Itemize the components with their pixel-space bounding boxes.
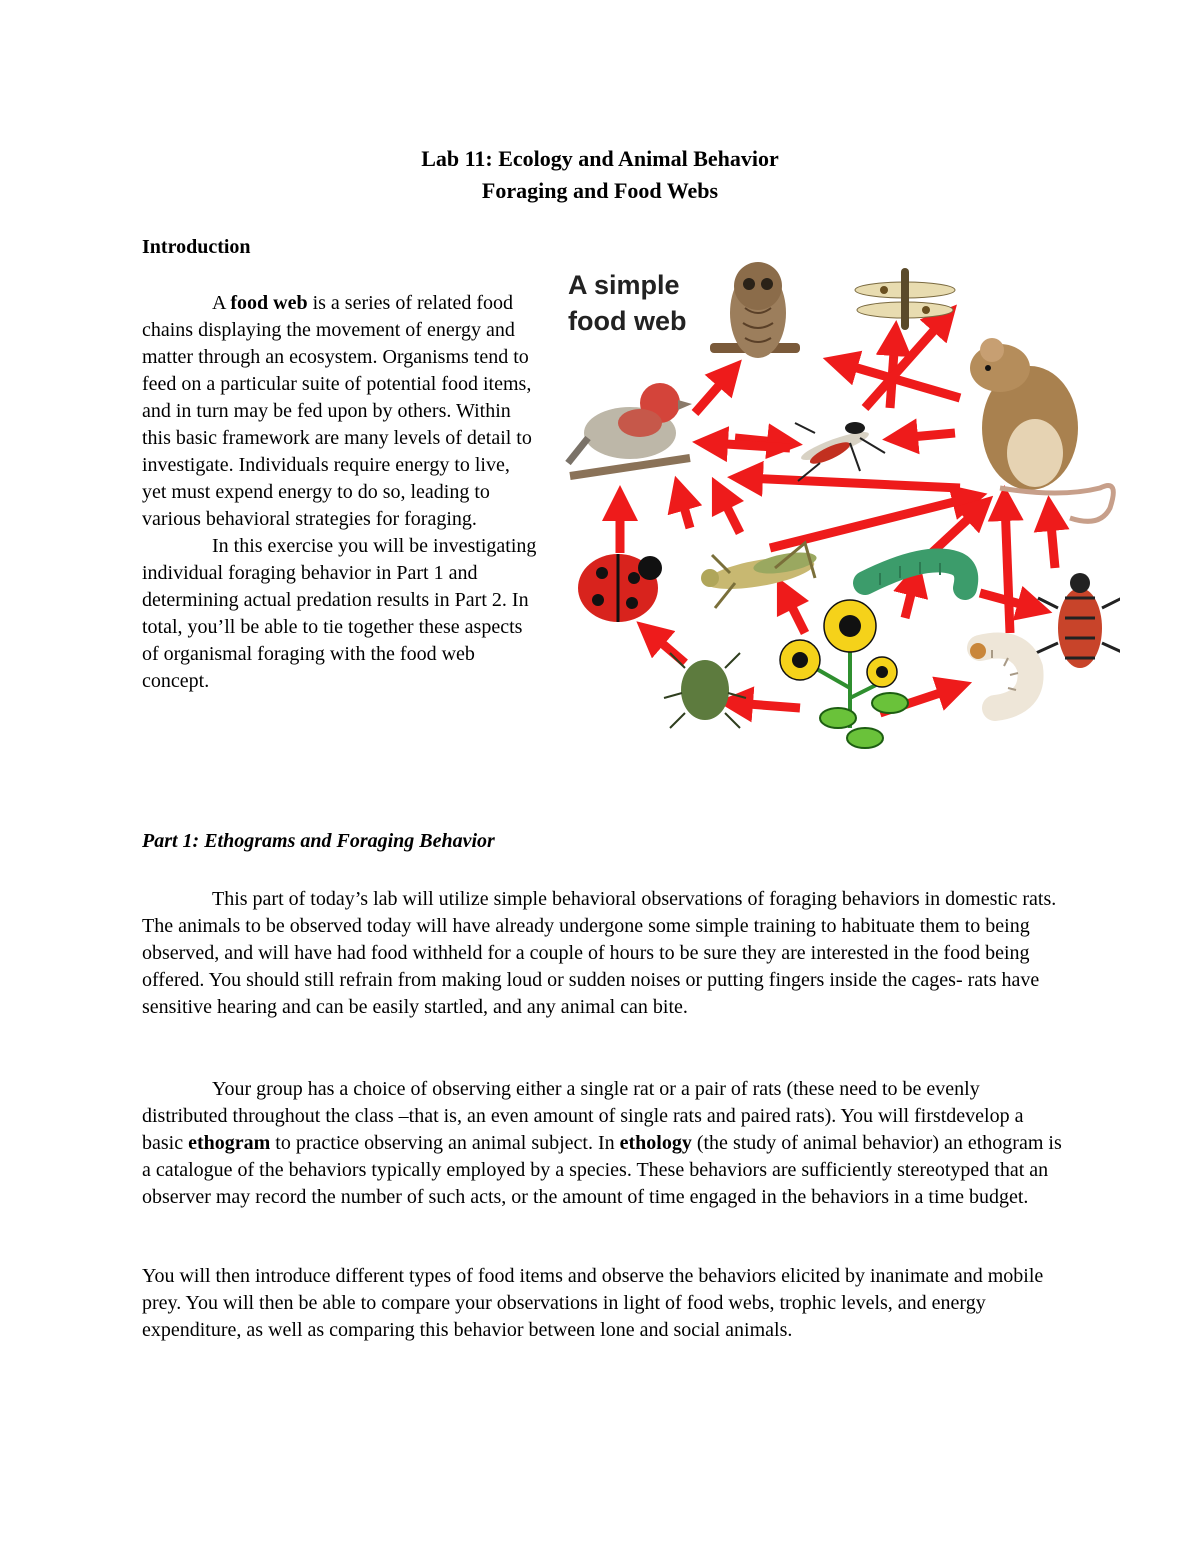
intro-heading: Introduction <box>142 236 251 258</box>
intro-paragraph-2: In this exercise you will be investigating individual foraging behavior in Part 1 and determining actual predation results in Part 2. In total, you’ll be able to tie together these aspects of organismal foraging with the food web concept. <box>142 535 537 692</box>
assassin-bug-icon <box>1036 573 1120 668</box>
part1-p2-e: (the study of animal behavior) an ethogram is a catalogue of the behaviors typically employed by a species. These behaviors are sufficiently stereotyped that an observer may record the number of such acts, or the amount of time engaged in the behaviors in a time budget. <box>142 1132 1062 1208</box>
document-subtitle: Foraging and Food Webs <box>481 178 719 203</box>
owl-icon <box>710 262 800 358</box>
figure-title-line1: A simple <box>568 270 680 300</box>
figure-title-line2: food web <box>568 306 687 336</box>
part1-p1-text: This part of today’s lab will utilize simple behavioral observations of foraging behaviors in domestic rats. The animals to be observed today will have already undergone some simple training to habituate them to being observed, and will have had food withheld for a couple of hours to be sure they are interested in the food being offered. You should still refrain from making loud or sudden noises or putting fingers inside the cages- rats have sensitive hearing and can be easily startled, and any animal can bite. <box>142 888 1057 1018</box>
aphid-icon <box>664 653 746 728</box>
document-title: Lab 11: Ecology and Animal Behavior <box>421 146 779 171</box>
food-web-term: food web <box>230 292 308 314</box>
ethology-term: ethology <box>619 1132 692 1154</box>
intro-paragraph-1 <box>142 290 537 533</box>
mosquito-icon <box>795 422 885 481</box>
part1-paragraph-1 <box>142 886 1062 1021</box>
grasshopper-icon <box>701 543 818 608</box>
grub-icon <box>970 643 1031 708</box>
part1-paragraph-2 <box>142 1076 1062 1211</box>
part1-p3-text: You will then introduce different types of food items and observe the behaviors elicited by inanimate and mobile prey. You will then be able to compare your observations in light of food webs, trophic levels, and energy expenditure, as well as comparing this behavior between lone and social animals. <box>142 1265 1044 1341</box>
part1-paragraph-3 <box>142 1263 1062 1344</box>
mouse-icon <box>970 338 1113 521</box>
part1-heading: Part 1: Ethograms and Foraging Behavior <box>142 830 495 852</box>
part1-p2-text <box>142 1076 1062 1211</box>
ladybug-icon <box>578 554 662 622</box>
intro-p1-pre: A <box>212 292 231 314</box>
intro-p1-post: is a series of related food chains displaying the movement of energy and matter through an ecosystem. Organisms tend to feed on a particular suite of potential food items, and in turn may be fed upon by others. Within this basic framework are many levels of detail to investigate. Individuals require energy to live, yet must expend energy to do so, leading to various behavioral strategies for foraging. <box>142 292 532 530</box>
ethogram-term: ethogram <box>188 1132 271 1154</box>
intro-text <box>142 290 537 695</box>
part1-p2-c: to practice observing an animal subject. In <box>270 1132 620 1154</box>
food-web-figure <box>560 248 1120 768</box>
part1-p2-a: Your group has a choice of observing either a single rat or a pair of rats (these need to be evenly distributed throughout the class –that is, an even amount of single rats and paired rats). You will firstdevelop a basic <box>142 1078 1024 1154</box>
finch-icon <box>568 383 692 476</box>
